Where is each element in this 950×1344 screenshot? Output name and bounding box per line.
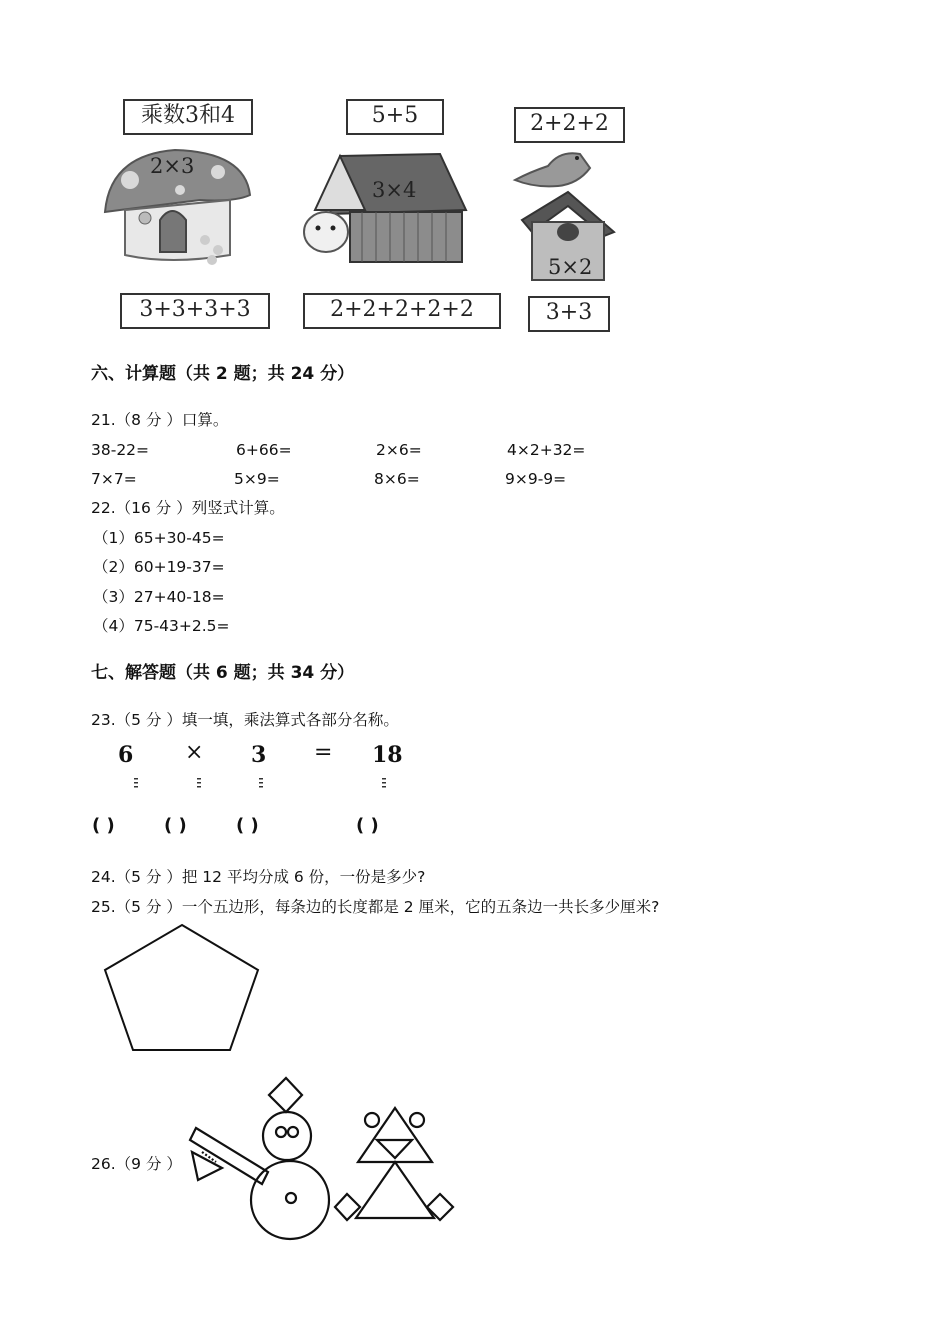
answer-blank[interactable]: ( ) [236, 815, 259, 836]
answer-blank[interactable]: ( ) [92, 815, 115, 836]
label-box-top-3: 2+2+2 [514, 107, 625, 143]
equation-factor-1: 6 [118, 742, 134, 768]
shapes-figure [180, 1072, 470, 1252]
q21-item: 6+66= [236, 441, 292, 459]
q21-item: 9×9-9= [505, 470, 567, 488]
q25-title: 25.（5 分 ）一个五边形，每条边的长度都是 2 厘米，它的五条边一共长多少厘米? [91, 898, 660, 916]
equation-product: 18 [372, 742, 403, 768]
equation-factor-2: 3 [251, 742, 267, 768]
q22-title: 22.（16 分 ）列竖式计算。 [91, 499, 285, 517]
equation-equals-sign: = [314, 740, 333, 765]
q21-item: 5×9= [234, 470, 280, 488]
q22-item: （2）60+19-37= [93, 558, 225, 576]
house-illustrations [0, 140, 950, 290]
q22-item: （4）75-43+2.5= [93, 617, 230, 635]
q22-item: （1）65+30-45= [93, 529, 225, 547]
q21-item: 8×6= [374, 470, 420, 488]
equation-times-sign: × [185, 740, 204, 765]
house-label-1: 2×3 [150, 154, 195, 178]
answer-blank[interactable]: ( ) [164, 815, 187, 836]
q22-item: （3）27+40-18= [93, 588, 225, 606]
house-label-3: 5×2 [548, 255, 593, 279]
pentagon-figure [100, 920, 265, 1055]
q23-title: 23.（5 分 ）填一填，乘法算式各部分名称。 [91, 711, 399, 729]
answer-blank[interactable]: ( ) [356, 815, 379, 836]
label-box-top-2: 5+5 [346, 99, 444, 135]
label-box-bottom-1: 3+3+3+3 [120, 293, 270, 329]
section6-heading: 六、计算题（共 2 题；共 24 分） [91, 364, 355, 384]
q21-item: 4×2+32= [507, 441, 586, 459]
q21-item: 2×6= [376, 441, 422, 459]
label-box-top-1: 乘数3和4 [123, 99, 253, 135]
q21-title: 21.（8 分 ）口算。 [91, 411, 229, 429]
q24-title: 24.（5 分 ）把 12 平均分成 6 份，一份是多少? [91, 868, 426, 886]
label-box-bottom-2: 2+2+2+2+2 [303, 293, 501, 329]
house-label-2: 3×4 [372, 178, 417, 202]
section7-heading: 七、解答题（共 6 题；共 34 分） [91, 663, 355, 683]
label-box-bottom-3: 3+3 [528, 296, 610, 332]
equation-connectors [0, 776, 450, 792]
q21-item: 38-22= [91, 441, 150, 459]
q21-item: 7×7= [91, 470, 137, 488]
doghouse-icon [304, 154, 466, 262]
q26-title: 26.（9 分 ） [91, 1155, 182, 1173]
